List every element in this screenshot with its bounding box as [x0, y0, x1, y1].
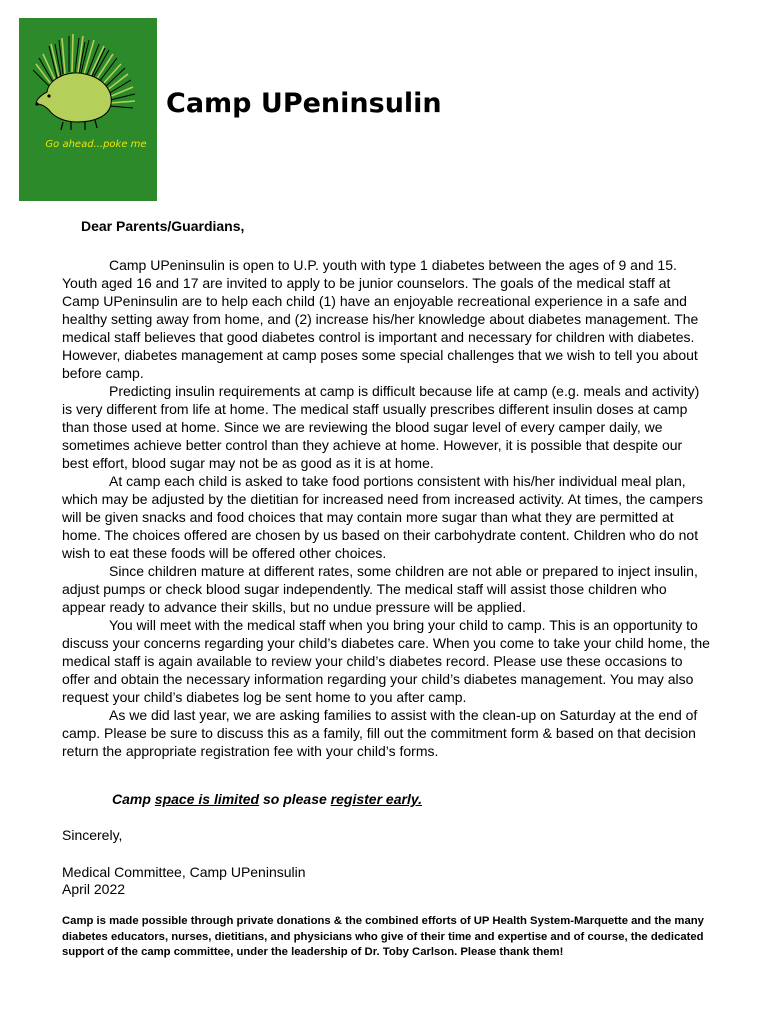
reminder-text: so please	[259, 791, 331, 807]
letter-paragraph: Camp UPeninsulin is open to U.P. youth with type 1 diabetes between the ages of 9 and 15. Youth aged 16 and 17 are invited to apply to be junior counselors. The goals of the medical staff at Camp UPeninsulin are to help each child (1) have an enjoyable recreational experience in a safe and healthy setting away from home, and (2) increase his/her knowledge about diabetes management. The medical staff believes that good diabetes control is important and necessary for children with diabetes. However, diabetes management at camp poses some special challenges that we wish to tell you about before camp.	[62, 257, 699, 381]
page-title: Camp UPeninsulin	[166, 88, 442, 119]
signature-date: April 2022	[62, 881, 126, 897]
reminder-emphasis-register: register early.	[330, 791, 422, 807]
footer-note: Camp is made possible through private donations & the combined efforts of UP Health System-Marquette and the many diabetes educators, nurses, dietitians, and physicians who give of their time and expertise and of course, the dedicated support of the camp committee, under the leadership of Dr. Toby Carlson. Please thank them!	[62, 915, 704, 958]
letter-paragraph: As we did last year, we are asking families to assist with the clean-up on Saturday at the end of camp. Please be sure to discuss this as a family, fill out the commitment form & based on that decision return the appropriate registration fee with your child’s forms.	[62, 707, 698, 759]
letter-paragraph: You will meet with the medical staff when you bring your child to camp. This is an opportunity to discuss your concerns regarding your child’s diabetes care. When you come to take your child home, the medical staff is again available to review your child’s diabetes record. Please use these occasions to offer and obtain the necessary information regarding your child’s diabetes management. You may also request your child’s diabetes log be sent home to you after camp.	[62, 617, 710, 705]
signature-name: Medical Committee, Camp UPeninsulin	[62, 864, 306, 880]
camp-logo	[19, 18, 157, 201]
logo-tagline: Go ahead...poke me	[45, 139, 147, 150]
sign-off: Sincerely,	[62, 827, 123, 843]
registration-reminder	[112, 791, 422, 807]
letter-paragraph: Since children mature at different rates, some children are not able or prepared to inject insulin, adjust pumps or check blood sugar independently. The medical staff will assist those children who appear ready to advance their skills, but no undue pressure will be applied.	[62, 563, 698, 615]
porcupine-icon	[19, 18, 157, 201]
letter-paragraph: At camp each child is asked to take food portions consistent with his/her individual meal plan, which may be adjusted by the dietitian for increased need from increased activity. At times, the campers will be given snacks and food choices that may contain more sugar than what they are permitted at home. The choices offered are chosen by us based on their carbohydrate content. Children who do not wish to eat these foods will be offered other choices.	[62, 473, 703, 561]
letter-greeting: Dear Parents/Guardians,	[81, 218, 245, 234]
signature-block	[62, 864, 306, 898]
letter-body	[62, 256, 710, 760]
letter-paragraph: Predicting insulin requirements at camp is difficult because life at camp (e.g. meals and activity) is very different from life at home. The medical staff usually prescribes different insulin doses at camp than those used at home. Since we are reviewing the blood sugar level of every camper daily, we sometimes achieve better control than they achieve at home. However, it is possible that despite our best effort, blood sugar may not be as good as it is at home.	[62, 383, 700, 471]
reminder-emphasis-limited: space is limited	[154, 791, 260, 807]
reminder-text: Camp	[112, 791, 155, 807]
